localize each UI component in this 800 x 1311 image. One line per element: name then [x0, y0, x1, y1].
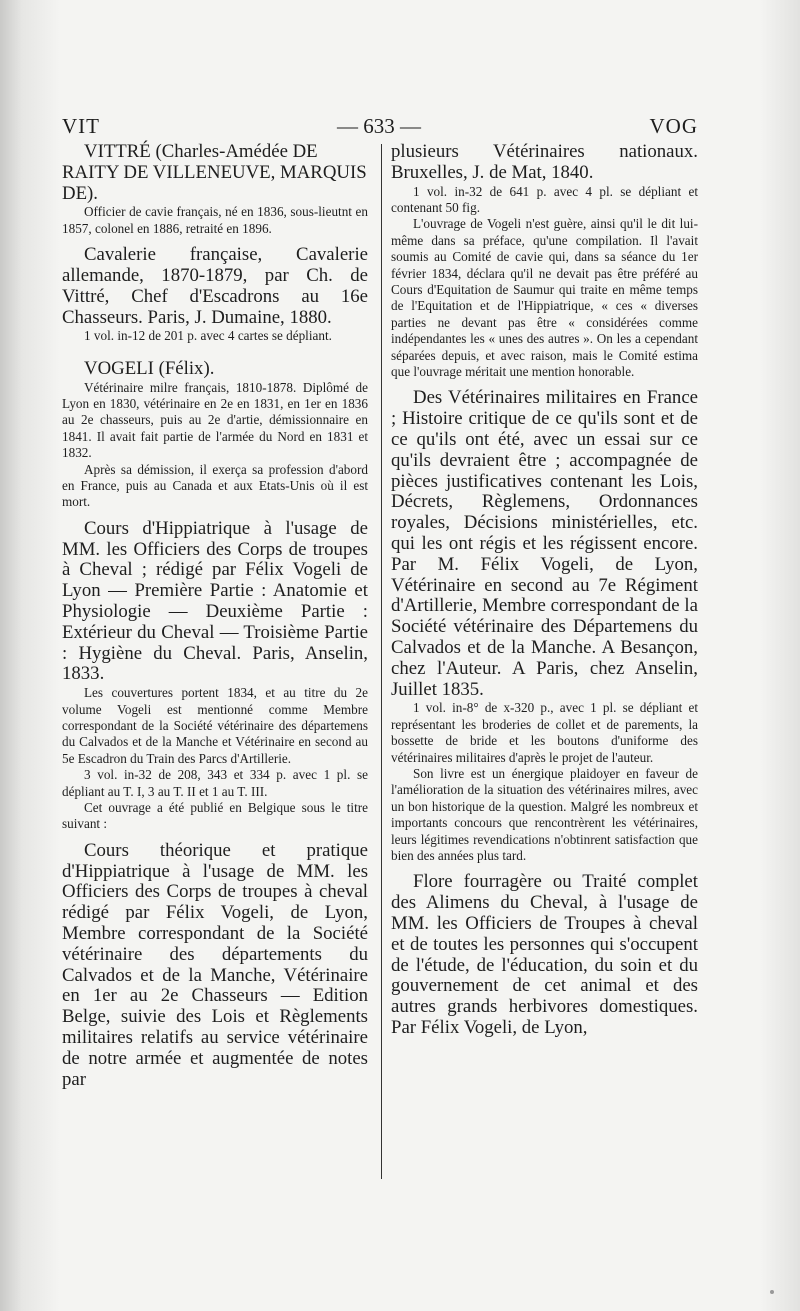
entry-bio: Vétérinaire milre français, 1810-1878. Diplômé de Lyon en 1830, vétérinaire en 2e en 1831, en 1er en 1836 au 2e chasseurs, puis au 2e d'artie, démissionnaire en 1841. Il avait fait partie de l'armée du Nord en 1831 et 1832. — [62, 379, 368, 461]
book-title: Cavalerie française, Cavalerie allemande, 1870-1879, par Ch. de Vittré, Chef d'Escadrons au 16e Chasseurs. Paris, J. Dumaine, 1880. — [62, 244, 368, 328]
entry-title-vittre: VITTRÉ (Charles-Amédée DE RAITY DE VILLENEUVE, MARQUIS DE). — [62, 141, 367, 204]
right-column — [391, 142, 698, 1039]
book-note: Cet ouvrage a été publié en Belgique sous le titre suivant : — [62, 800, 368, 832]
entry-bio: Après sa démission, il exerça sa profession d'abord en France, puis au Canada et aux Etats-Unis où il est mort. — [62, 461, 368, 510]
book-description: 3 vol. in-32 de 208, 343 et 334 p. avec 1 pl. se dépliant au T. I, 3 au T. II et 1 au T. III. — [62, 767, 368, 799]
book-note: L'ouvrage de Vogeli n'est guère, ainsi qu'il le dit lui-même dans sa préface, qu'une compilation. Il l'avait soumis au Comité de cavie qui, dans sa séance du 1er février 1834, déclara qu'il ne devait pas être préféré au Cours d'Equitation de Saumur qui traite en même temps de l'Equitation et de l'Hippiatrique, « ces « diverses parties ne devant pas être « considérées comme indépendantes les « unes des autres ». On les a cependant séparées depuis, et avec raison, mais le Comité estima que l'ouvrage méritait une mention honorable. — [391, 216, 698, 380]
book-title: Des Vétérinaires militaires en France ; Histoire critique de ce qu'ils sont et de ce qu'ils ont été, avec un essai sur ce qu'ils devraient être ; accompagnée de pièces justificatives contenant les Lois, Décrets, Règlemens, Ordonnances royales, Décisions ministérielles, etc. qui les ont régis et les régissent encore. Par M. Félix Vogeli, de Lyon, Vétérinaire en second au 7e Régiment d'Artillerie, Membre correspondant de la Société vétérinaire des Départemens du Calvados et de la Manche. A Besançon, chez l'Auteur. A Paris, chez Anselin, Juillet 1835. — [391, 387, 698, 700]
running-header — [62, 114, 698, 142]
page-number: — 633 — — [337, 114, 421, 138]
entry-title-vogeli: VOGELI (Félix). — [84, 357, 215, 379]
page-speck — [770, 1290, 774, 1294]
book-title-continued: plusieurs Vétérinaires nationaux. Bruxelles, J. de Mat, 1840. — [391, 141, 698, 183]
book-note: Son livre est un énergique plaidoyer en faveur de l'amélioration de la situation des vétérinaires milres, avec un bon historique de la question. Malgré les nombreux et importants concours que rencontrèrent les vétérinaires, leurs légitimes revendications n'obtinrent satisfaction que bien des années plus tard. — [391, 766, 698, 864]
left-column — [62, 142, 368, 1090]
header-left: VIT — [62, 114, 100, 138]
book-title: Cours théorique et pratique d'Hippiatrique à l'usage de MM. les Officiers des Corps de troupes à cheval rédigé par Félix Vogeli, de Lyon, Membre correspondant de la Société vétérinaire des départements du Calvados et de la Manche, Vétérinaire en 1er au 2e Chasseurs — Edition Belge, suivie des Lois et Règlements militaires relatifs au service vétérinaire de notre armée et augmentée de notes par — [62, 839, 368, 1090]
book-description: 1 vol. in-32 de 641 p. avec 4 pl. se dépliant et contenant 50 fig. — [391, 183, 698, 215]
book-note: Les couvertures portent 1834, et au titre du 2e volume Vogeli est mentionné comme Membre correspondant de la Société vétérinaire des départemens du Calvados et de la Manche et Vétérinaire en second au 5e Escadron du Train des Parcs d'Artillerie. — [62, 685, 368, 766]
book-description: 1 vol. in-12 de 201 p. avec 4 cartes se dépliant. — [84, 328, 332, 344]
book-title: Flore fourragère ou Traité complet des Alimens du Cheval, à l'usage de MM. les Officiers de Troupes à cheval et de toutes les personnes qui s'occupent de l'étude, de l'éducation, du soin et du gouvernement de cet animal et des autres grands herbivores domestiques. Par Félix Vogeli, de Lyon, — [391, 871, 698, 1039]
entry-bio: Officier de cavie français, né en 1836, sous-lieutnt en 1857, colonel en 1886, retraité en 1896. — [62, 204, 368, 236]
header-right: VOG — [649, 114, 698, 138]
column-divider — [381, 144, 382, 1179]
book-description: 1 vol. in-8° de x-320 p., avec 1 pl. se dépliant et représentant les broderies de collet et de parements, la bossette de bride et les boutons d'uniforme des vétérinaires militaires d'après le projet de l'auteur. — [391, 700, 698, 765]
book-title: Cours d'Hippiatrique à l'usage de MM. les Officiers des Corps de troupes à Cheval ; rédigé par Félix Vogeli de Lyon — Première Partie : Anatomie et Physiologie — Deuxième Partie : Extérieur du Cheval — Troisième Partie : Hygiène du Cheval. Paris, Anselin, 1833. — [62, 517, 368, 685]
